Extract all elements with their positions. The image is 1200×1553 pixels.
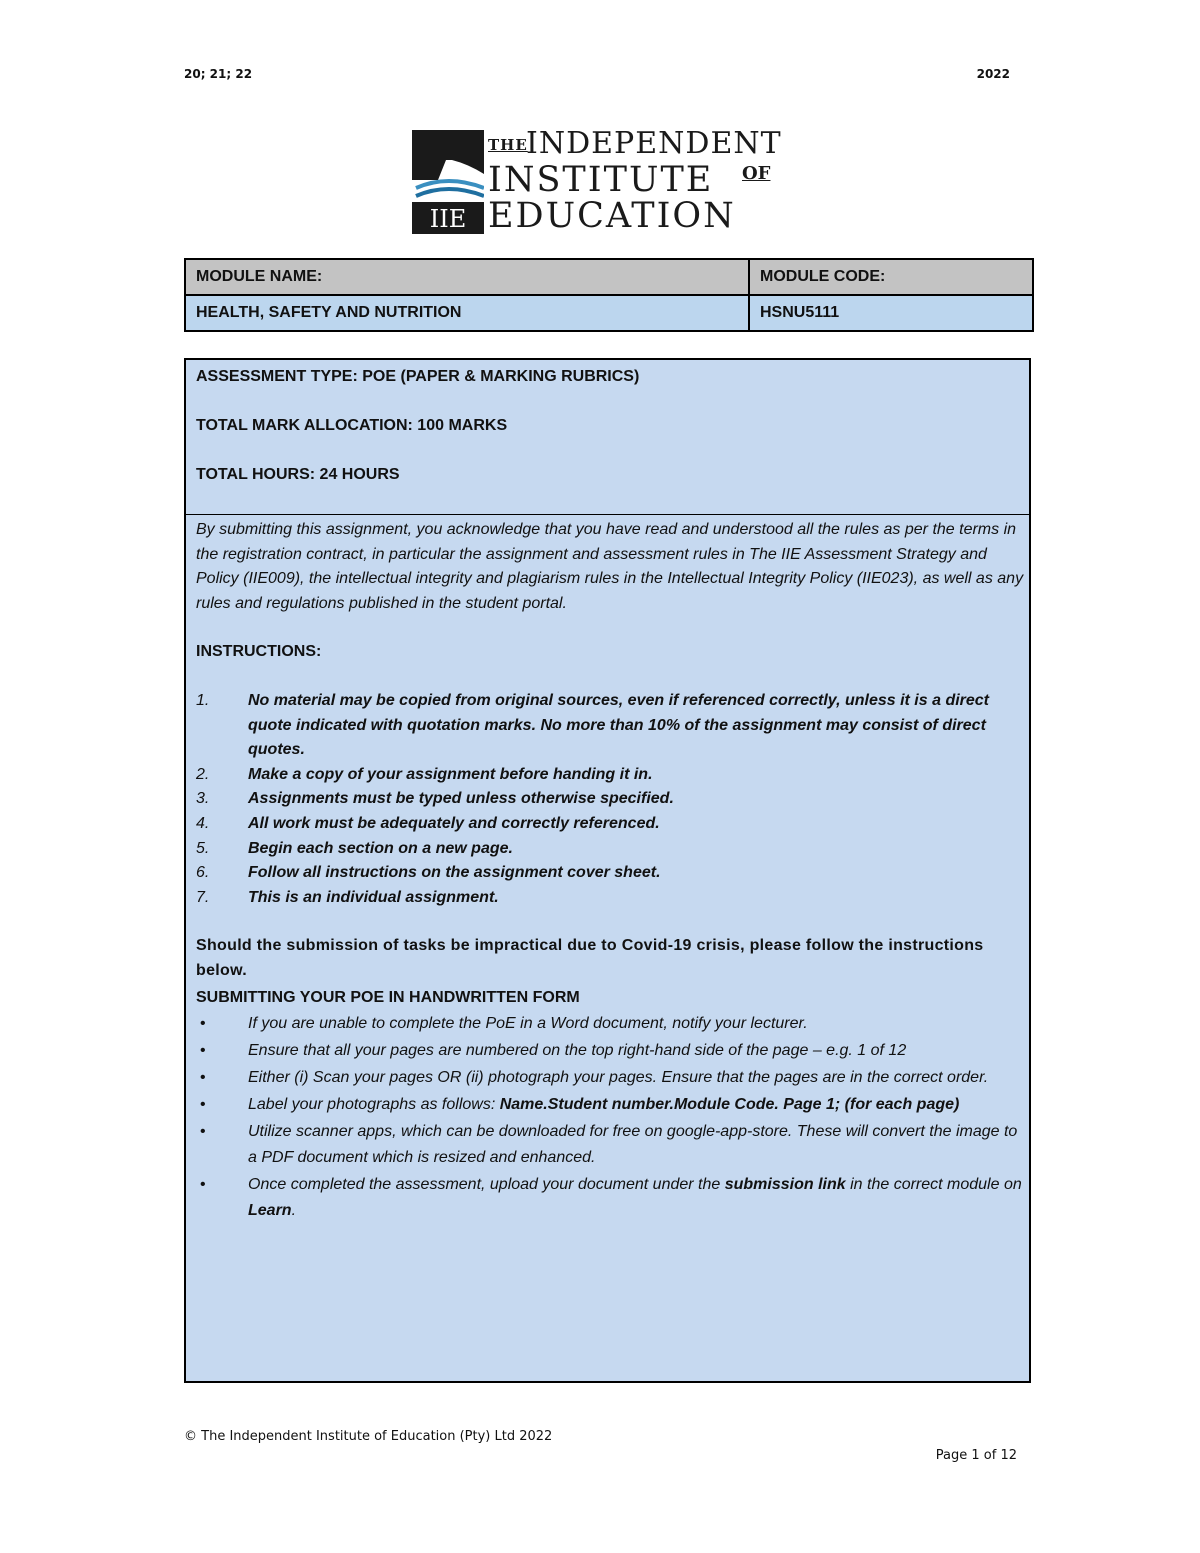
list-item-text: Follow all instructions on the assignment cover sheet. xyxy=(248,864,661,882)
total-marks: TOTAL MARK ALLOCATION: 100 MARKS xyxy=(196,417,508,434)
module-name-label: MODULE NAME: xyxy=(185,259,749,295)
list-item xyxy=(196,689,1024,763)
covid-note: Should the submission of tasks be impractical due to Covid-19 crisis, please follow the instructions below. xyxy=(196,937,984,979)
list-item-number: 5. xyxy=(196,839,210,857)
list-item xyxy=(196,1119,1024,1171)
iie-logo xyxy=(412,126,792,238)
list-item xyxy=(196,861,1024,886)
module-table xyxy=(184,258,1034,332)
logo-of: OF xyxy=(742,163,771,184)
module-code-value: HSNU5111 xyxy=(749,295,1033,331)
acknowledgement-text: By submitting this assignment, you acknowledge that you have read and understood all the rules as per the terms in the registration contract, in particular the assignment and assessment rules in The IIE Assessment Strategy and Policy (IIE009), the intellectual integrity and plagiarism rules in the Intellectual Integrity Policy (IIE023), as well as any rules and regulations published in the student portal. xyxy=(196,521,1024,612)
bullet-icon: • xyxy=(200,1176,206,1194)
bullet-icon: • xyxy=(200,1015,206,1033)
submission-link-text: submission link xyxy=(724,1176,846,1194)
module-code-label: MODULE CODE: xyxy=(749,259,1033,295)
handwritten-heading: SUBMITTING YOUR POE IN HANDWRITTEN FORM xyxy=(196,988,580,1006)
header-year: 2022 xyxy=(976,67,1010,81)
bullet-text: Either (i) Scan your pages OR (ii) photograph your pages. Ensure that the pages are in the correct order. xyxy=(248,1069,989,1087)
assessment-box xyxy=(184,358,1031,1383)
bullet-text: . xyxy=(291,1202,297,1220)
learn-text: Learn xyxy=(248,1202,292,1220)
footer-page-number: Page 1 of 12 xyxy=(935,1448,1017,1463)
bullet-text: Once completed the assessment, upload your document under the xyxy=(248,1176,725,1194)
logo-badge-text: IIE xyxy=(429,205,467,233)
list-item-number: 7. xyxy=(196,888,210,906)
list-item-text: All work must be adequately and correctly referenced. xyxy=(248,814,660,832)
logo-independent: INDEPENDENT xyxy=(526,126,782,161)
header-date-codes: 20; 21; 22 xyxy=(184,67,253,81)
list-item-text: Make a copy of your assignment before handing it in. xyxy=(248,765,653,783)
bullet-icon: • xyxy=(200,1069,206,1087)
list-item xyxy=(196,1172,1024,1224)
bullet-icon: • xyxy=(200,1096,206,1114)
list-item-number: 4. xyxy=(196,814,210,832)
list-item xyxy=(196,763,1024,788)
module-name-value: HEALTH, SAFETY AND NUTRITION xyxy=(185,295,749,331)
bullet-text: Label your photographs as follows: xyxy=(248,1096,500,1114)
bullet-text: If you are unable to complete the PoE in a Word document, notify your lecturer. xyxy=(248,1015,808,1033)
list-item xyxy=(196,886,1024,911)
bullet-icon: • xyxy=(200,1123,206,1141)
list-item xyxy=(196,1011,1024,1037)
bullet-text: Utilize scanner apps, which can be downloaded for free on google-app-store. These will convert the image to a PDF document which is resized and enhanced. xyxy=(248,1123,1018,1167)
footer-copyright: © The Independent Institute of Education (Pty) Ltd 2022 xyxy=(184,1429,553,1444)
list-item-number: 2. xyxy=(196,765,210,783)
instructions-list xyxy=(196,689,1024,910)
bullet-text: Ensure that all your pages are numbered on the top right-hand side of the page – e.g. 1 of 12 xyxy=(248,1042,907,1060)
list-item-text: This is an individual assignment. xyxy=(248,888,499,906)
handwritten-list xyxy=(196,1011,1024,1224)
list-item xyxy=(196,812,1024,837)
iie-logo-mark-icon xyxy=(412,130,484,234)
list-item-text: Begin each section on a new page. xyxy=(248,839,513,857)
list-item-number: 6. xyxy=(196,864,210,882)
assessment-details xyxy=(196,518,1024,1224)
logo-the: THE xyxy=(488,136,528,154)
assessment-type: ASSESSMENT TYPE: POE (PAPER & MARKING RUBRICS) xyxy=(196,368,640,385)
list-item-number: 1. xyxy=(196,691,210,709)
list-item-text: No material may be copied from original sources, even if referenced correctly, unless it is a direct quote indicated with quotation marks. No more than 10% of the assignment may consist of direct quotes. xyxy=(248,691,990,759)
assessment-summary xyxy=(186,360,1029,515)
bullet-text: in the correct module on xyxy=(845,1176,1022,1194)
list-item xyxy=(196,837,1024,862)
logo-institute: INSTITUTE xyxy=(488,160,714,200)
list-item xyxy=(196,787,1024,812)
list-item xyxy=(196,1038,1024,1064)
logo-education: EDUCATION xyxy=(488,196,736,236)
list-item xyxy=(196,1092,1024,1118)
total-hours: TOTAL HOURS: 24 HOURS xyxy=(196,466,400,483)
bullet-icon: • xyxy=(200,1042,206,1060)
list-item-text: Assignments must be typed unless otherwise specified. xyxy=(248,790,674,808)
photo-label-format: Name.Student number.Module Code. Page 1; (for each page) xyxy=(499,1096,960,1114)
instructions-heading: INSTRUCTIONS: xyxy=(196,643,322,661)
list-item-number: 3. xyxy=(196,790,210,808)
list-item xyxy=(196,1065,1024,1091)
